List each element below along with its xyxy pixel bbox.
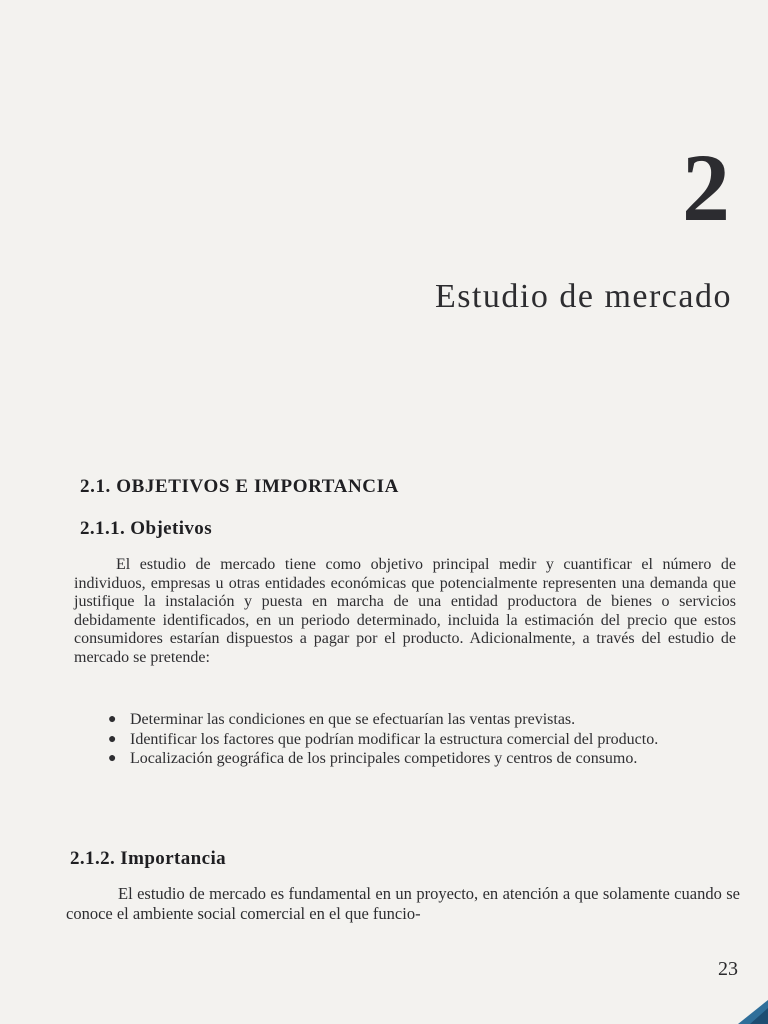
bullet-icon: ● xyxy=(108,751,117,766)
list-item-text: Localización geográfica de los principales competidores y centros de consumo. xyxy=(130,750,638,767)
section-heading: 2.1. OBJETIVOS E IMPORTANCIA xyxy=(80,476,399,497)
page-number: 23 xyxy=(718,958,738,980)
list-item-text: Determinar las condiciones en que se efectuarían las ventas previstas. xyxy=(130,711,576,728)
paragraph-objetivos: El estudio de mercado tiene como objetivo principal medir y cuantificar el número de individuos, empresas u otras entidades económicas que potencialmente representen una demanda que justifique la instalación y puesta en marcha de una entidad productora de bienes o servicios debidamente identificados, en un periodo determinado, incluida la estimación del precio que estos consumidores estarían dispuestos a pagar por el producto. Adicionalmente, a través del estudio de mercado se pretende: xyxy=(74,556,736,666)
subsection-heading-importancia: 2.1.2. Importancia xyxy=(70,848,227,869)
bullet-list xyxy=(108,710,738,769)
corner-accent-icon xyxy=(728,996,768,1024)
paragraph-importancia: El estudio de mercado es fundamental en un proyecto, en atención a que solamente cuando se conoce el ambiente social comercial en el que funcio- xyxy=(66,884,740,923)
chapter-title: Estudio de mercado xyxy=(434,278,732,315)
list-item-text: Identificar los factores que podrían modificar la estructura comercial del producto. xyxy=(130,730,659,748)
chapter-number: 2 xyxy=(682,134,730,241)
bullet-icon: ● xyxy=(108,731,117,747)
list-item xyxy=(108,710,738,730)
list-item xyxy=(108,730,738,750)
subsection-heading-objetivos: 2.1.1. Objetivos xyxy=(80,518,213,539)
bullet-icon: ● xyxy=(108,712,117,727)
list-item xyxy=(108,749,738,769)
